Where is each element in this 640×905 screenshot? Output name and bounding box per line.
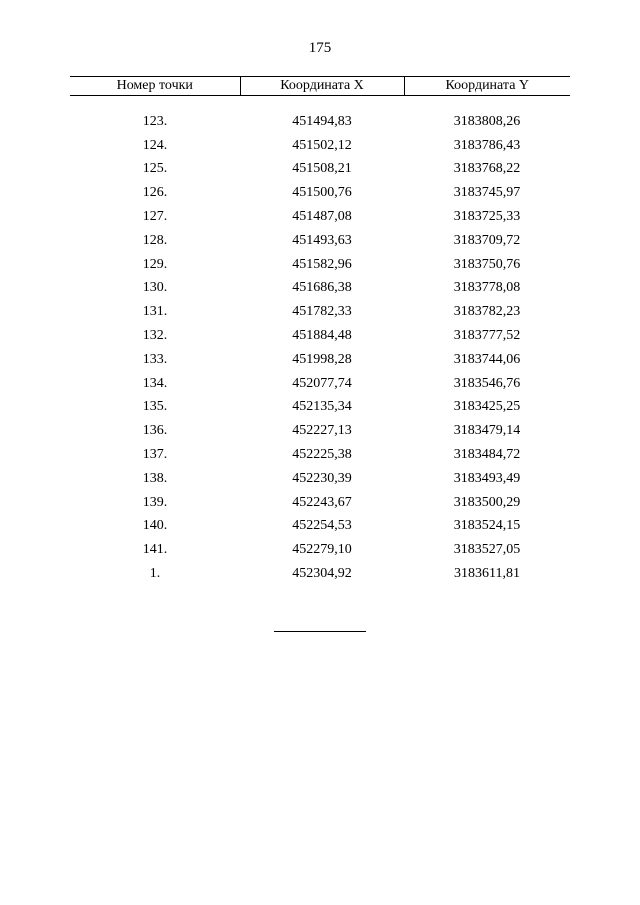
cell-point-number: 129.	[142, 256, 168, 272]
cell-coordinate-y: 3183484,72	[453, 447, 521, 463]
cell-coordinate-y: 3183808,26	[453, 113, 521, 129]
cell-coordinate-x: 452227,13	[292, 423, 352, 439]
cell-coordinate-x: 451582,96	[292, 256, 352, 272]
table-row	[70, 253, 570, 277]
cell-coordinate-y: 3183745,97	[453, 185, 521, 201]
table-spacer-cell	[70, 96, 570, 111]
table-row	[70, 134, 570, 158]
cell-coordinate-y: 3183709,72	[453, 232, 521, 248]
cell-coordinate-y: 3183744,06	[453, 351, 521, 367]
table-row	[70, 277, 570, 301]
table-row	[70, 300, 570, 324]
table-row	[70, 538, 570, 562]
coordinates-table	[70, 76, 570, 586]
footnote-separator-line	[274, 631, 366, 632]
cell-coordinate-x: 451494,83	[292, 113, 352, 129]
cell-coordinate-y: 3183768,22	[453, 161, 521, 177]
table-row	[70, 467, 570, 491]
table-body	[70, 96, 570, 586]
cell-coordinate-y: 3183777,52	[453, 328, 521, 344]
cell-coordinate-y: 3183546,76	[453, 375, 521, 391]
cell-coordinate-x: 452243,67	[292, 494, 352, 510]
cell-coordinate-y: 3183786,43	[453, 137, 521, 153]
cell-coordinate-x: 452135,34	[292, 399, 352, 415]
cell-coordinate-y: 3183725,33	[453, 209, 521, 225]
table-row	[70, 348, 570, 372]
cell-coordinate-x: 452225,38	[292, 447, 352, 463]
cell-point-number: 124.	[142, 137, 168, 153]
cell-coordinate-x: 451884,48	[292, 328, 352, 344]
table-row	[70, 419, 570, 443]
cell-point-number: 123.	[142, 113, 168, 129]
cell-point-number: 128.	[142, 232, 168, 248]
cell-coordinate-y: 3183750,76	[453, 256, 521, 272]
cell-coordinate-x: 451493,63	[292, 232, 352, 248]
table-row	[70, 396, 570, 420]
cell-point-number: 134.	[142, 375, 168, 391]
table-row	[70, 443, 570, 467]
cell-coordinate-y: 3183500,29	[453, 494, 521, 510]
table-row	[70, 229, 570, 253]
cell-point-number: 130.	[142, 280, 168, 296]
cell-point-number: 132.	[142, 328, 168, 344]
cell-coordinate-y: 3183778,08	[453, 280, 521, 296]
table-header	[70, 77, 570, 96]
table-row	[70, 158, 570, 182]
cell-point-number: 127.	[142, 209, 168, 225]
cell-coordinate-x: 452077,74	[292, 375, 352, 391]
cell-point-number: 136.	[142, 423, 168, 439]
cell-point-number: 138.	[142, 470, 168, 486]
header-point-number: Номер точки	[70, 77, 240, 96]
cell-point-number: 135.	[142, 399, 168, 415]
table-row	[70, 181, 570, 205]
cell-point-number: 139.	[142, 494, 168, 510]
cell-coordinate-x: 451508,21	[292, 161, 352, 177]
cell-point-number: 140.	[142, 518, 168, 534]
cell-coordinate-x: 452279,10	[292, 542, 352, 558]
table-row	[70, 515, 570, 539]
cell-point-number: 125.	[142, 161, 168, 177]
cell-coordinate-y: 3183493,49	[453, 470, 521, 486]
cell-point-number: 141.	[142, 542, 168, 558]
table-row	[70, 562, 570, 586]
page-number: 175	[308, 40, 332, 56]
table-header-row	[70, 77, 570, 96]
cell-coordinate-x: 452254,53	[292, 518, 352, 534]
header-coordinate-y: Координата Y	[404, 77, 570, 96]
cell-coordinate-x: 451998,28	[292, 351, 352, 367]
cell-coordinate-x: 451686,38	[292, 280, 352, 296]
cell-coordinate-x: 451487,08	[292, 209, 352, 225]
cell-coordinate-x: 451500,76	[292, 185, 352, 201]
cell-point-number: 1.	[149, 566, 161, 582]
cell-coordinate-y: 3183611,81	[454, 566, 520, 582]
cell-coordinate-x: 451502,12	[292, 137, 352, 153]
cell-coordinate-y: 3183425,25	[453, 399, 521, 415]
cell-coordinate-y: 3183782,23	[453, 304, 521, 320]
table-row	[70, 324, 570, 348]
cell-point-number: 131.	[142, 304, 168, 320]
table-row	[70, 491, 570, 515]
cell-coordinate-y: 3183479,14	[453, 423, 521, 439]
cell-point-number: 126.	[142, 185, 168, 201]
cell-coordinate-y: 3183524,15	[453, 518, 521, 534]
cell-coordinate-x: 451782,33	[292, 304, 352, 320]
cell-point-number: 137.	[142, 447, 168, 463]
header-coordinate-x: Координата X	[240, 77, 404, 96]
table-row	[70, 110, 570, 134]
table-spacer-row	[70, 96, 570, 111]
cell-coordinate-x: 452304,92	[292, 566, 352, 582]
table-row	[70, 205, 570, 229]
cell-coordinate-y: 3183527,05	[453, 542, 521, 558]
cell-point-number: 133.	[142, 351, 168, 367]
cell-coordinate-x: 452230,39	[292, 470, 352, 486]
table-row	[70, 372, 570, 396]
